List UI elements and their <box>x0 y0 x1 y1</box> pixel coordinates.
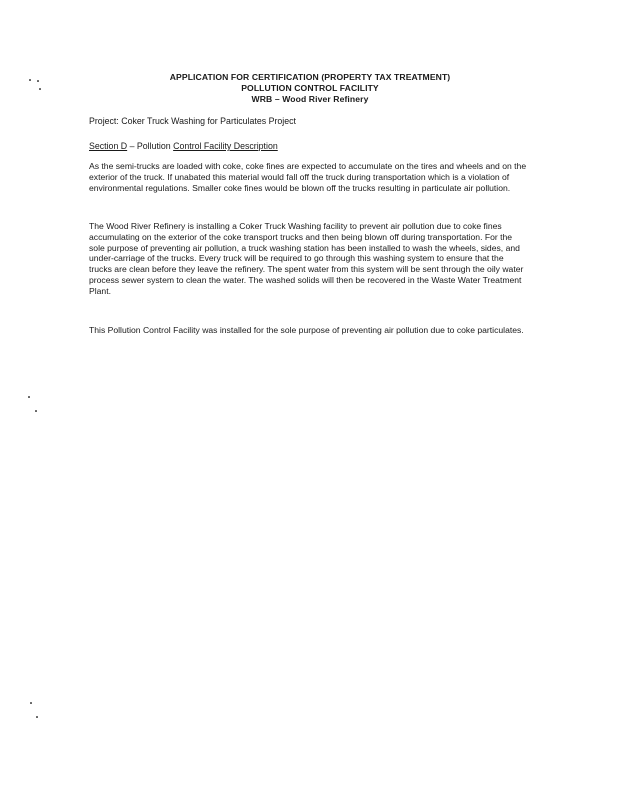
scan-speck <box>28 396 30 398</box>
section-title: Control Facility Description <box>173 141 278 151</box>
header-title: APPLICATION FOR CERTIFICATION (PROPERTY TAX TREATMENT) <box>169 72 451 82</box>
header-subtitle: POLLUTION CONTROL FACILITY <box>241 83 379 93</box>
scan-speck <box>37 80 39 82</box>
paragraph-purpose: This Pollution Control Facility was installed for the sole purpose of preventing air pollution due to coke particulates. <box>89 325 524 335</box>
scan-speck <box>39 88 41 90</box>
paragraph-truck-washing: The Wood River Refinery is installing a Coker Truck Washing facility to prevent air pollution due to coke fines accumulating on the exterior of the coke transport trucks and then being blown off during transportation. For the sole purpose of preventing air pollution, a truck washing station has been installed to wash the wheels, sides, and under-carriage of the trucks. Every truck will be required to go through this washing system to ensure that the trucks are clean before they leave the refinery. The spent water from this system will be sent through the oily water process sewer system to clean the water. The washed solids will then be recovered in the Waste Water Treatment Plant. <box>89 221 524 296</box>
scan-speck <box>29 79 31 81</box>
scan-speck <box>30 702 32 704</box>
section-dash: – Pollution <box>127 141 174 151</box>
scan-speck <box>35 410 37 412</box>
document-header <box>110 72 510 105</box>
section-heading <box>89 141 278 152</box>
scan-speck <box>36 716 38 718</box>
section-label: Section D <box>89 141 128 151</box>
header-facility: WRB – Wood River Refinery <box>251 94 369 104</box>
paragraph-coke-fines: As the semi-trucks are loaded with coke, coke fines are expected to accumulate on the tires and wheels and on the exterior of the truck. If unabated this material would fall off the truck during transportation which is a violation of environmental regulations. Smaller coke fines would be blown off the trucks resulting in particulate air pollution. <box>89 161 527 193</box>
project-line: Project: Coker Truck Washing for Particulates Project <box>89 116 296 126</box>
